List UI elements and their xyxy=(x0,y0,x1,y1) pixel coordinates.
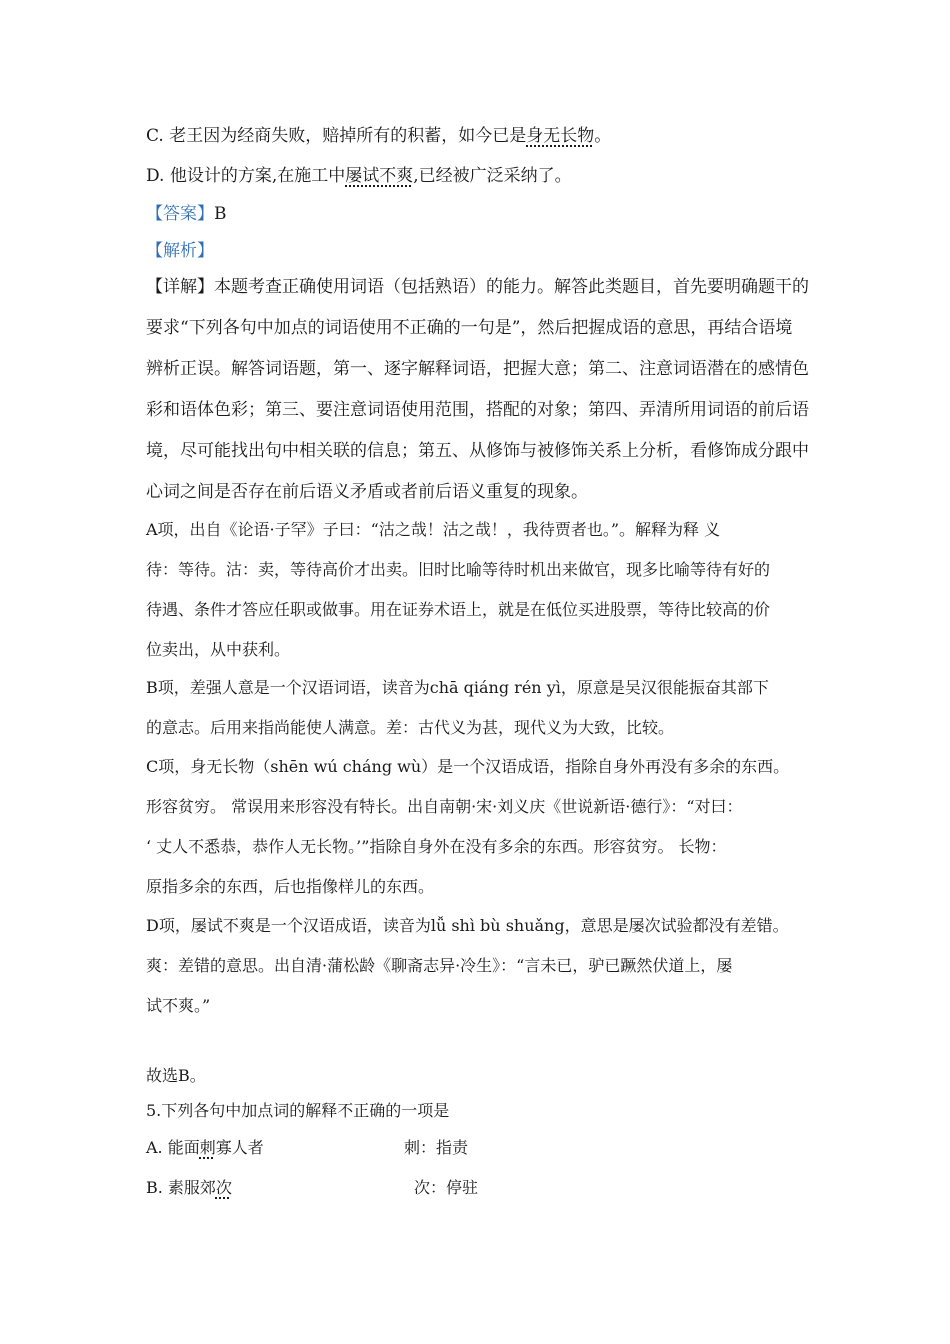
option-d xyxy=(146,166,572,186)
detail-tag: 【详解】 xyxy=(146,277,214,297)
option-a-gloss: 刺：指责 xyxy=(404,1138,469,1157)
item-d-line-2: 爽：差错的意思。出自清·蒲松龄《聊斋志异·冷生》：“言未已，驴已蹶然伏道上，屡 xyxy=(146,956,733,975)
detail-line-1 xyxy=(146,277,809,297)
item-a-line-1: A项，出自《论语·子罕》子曰：“沽之哉！沽之哉！，我待贾者也。”。解释为释 义 xyxy=(146,520,721,539)
answer-line xyxy=(146,204,227,224)
option-d-suffix: ,已经被广泛采纳了。 xyxy=(413,166,572,186)
conclusion: 故选B。 xyxy=(146,1066,206,1085)
option-b-emphasis: 次 xyxy=(215,1178,232,1197)
item-a-line-4: 位卖出，从中获利。 xyxy=(146,640,291,659)
option-b-gloss: 次：停驻 xyxy=(414,1178,479,1197)
option-a-emphasis: 刺 xyxy=(199,1138,216,1157)
answer-value: B xyxy=(214,204,227,224)
option-c-suffix: 。 xyxy=(594,126,612,146)
item-d-line-1: D项，屡试不爽是一个汉语成语，读音为lǚ shì bù shuǎng，意思是屡次试验都没有差错。 xyxy=(146,916,789,935)
question-5-option-b xyxy=(146,1178,232,1198)
option-c-text: C. 老王因为经商失败，赔掉所有的积蓄，如今已是 xyxy=(146,126,527,146)
detail-line-5: 境，尽可能找出句中相关联的信息；第五、从修饰与被修饰关系上分析，看修饰成分跟中 xyxy=(146,441,809,461)
item-c-line-4: 原指多余的东西，后也指像样儿的东西。 xyxy=(146,877,435,896)
detail-text: 本题考查正确使用词语（包括熟语）的能力。解答此类题目，首先要明确题干的 xyxy=(214,277,809,297)
option-c xyxy=(146,126,611,146)
question-5-stem: 5.下列各句中加点词的解释不正确的一项是 xyxy=(146,1101,450,1120)
option-d-text: D. 他设计的方案,在施工中 xyxy=(146,166,346,186)
option-c-emphasis: 身无长物 xyxy=(526,126,595,146)
detail-line-4: 彩和语体色彩；第三、要注意词语使用范围，搭配的对象；第四、弄清所用词语的前后语 xyxy=(146,400,809,420)
option-b-label: B. 素服郊 xyxy=(146,1178,216,1197)
item-d-line-3: 试不爽。” xyxy=(146,996,211,1015)
option-a-label: A. 能面 xyxy=(146,1138,200,1157)
question-5-option-a xyxy=(146,1138,264,1158)
item-b-line-2: 的意志。后用来指尚能使人满意。差：古代义为甚，现代义为大致，比较。 xyxy=(146,718,675,737)
option-d-emphasis: 屡试不爽 xyxy=(345,166,414,186)
analysis-tag: 【解析】 xyxy=(146,241,214,261)
detail-line-6: 心词之间是否存在前后语义矛盾或者前后语义重复的现象。 xyxy=(146,482,588,502)
answer-tag: 【答案】 xyxy=(146,204,214,224)
item-b-line-1: B项，差强人意是一个汉语词语，读音为chā qiáng rén yì，原意是吴汉很能振奋其部下 xyxy=(146,678,769,697)
item-c-line-2: 形容贫穷。 常误用来形容没有特长。出自南朝·宋·刘义庆《世说新语·德行》：“对曰： xyxy=(146,797,743,816)
item-c-line-1: C项，身无长物（shēn wú cháng wù）是一个汉语成语，指除自身外再没有多余的东西。 xyxy=(146,757,790,776)
item-a-line-2: 待：等待。沽：卖，等待高价才出卖。旧时比喻等待时机出来做官，现多比喻等待有好的 xyxy=(146,560,771,579)
item-c-line-3: ‘ 丈人不悉恭，恭作人无长物。’”指除自身外在没有多余的东西。形容贫穷。 长物： xyxy=(146,837,727,856)
detail-line-2: 要求“下列各句中加点的词语使用不正确的一句是”，然后把握成语的意思，再结合语境 xyxy=(146,318,793,338)
option-a-rest: 寡人者 xyxy=(215,1138,264,1157)
item-a-line-3: 待遇、条件才答应任职或做事。用在证券术语上，就是在低位买进股票，等待比较高的价 xyxy=(146,600,771,619)
detail-line-3: 辨析正误。解答词语题，第一、逐字解释词语，把握大意；第二、注意词语潜在的感情色 xyxy=(146,359,809,379)
